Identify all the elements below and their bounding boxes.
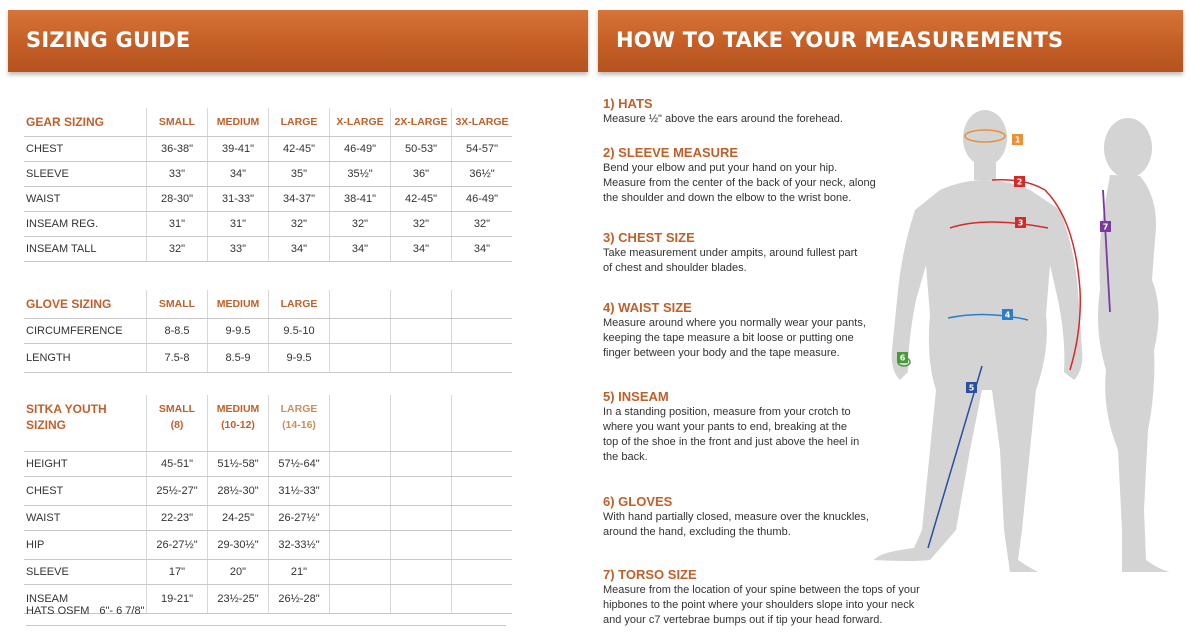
badge-label: 5 [968,383,975,393]
table-row [24,452,512,477]
table-cell: 46-49" [452,187,513,212]
table-cell: 36" [391,162,452,187]
table-cell: 31" [147,212,208,237]
badge-label: 6 [899,353,906,363]
instruction-line: the shoulder and down the elbow to the wrist bone. [603,192,852,204]
empty-cell [391,395,452,452]
badge-label: 4 [1004,310,1011,320]
glove-sizing-heading: GLOVE SIZING [24,290,147,319]
badge-inseam [966,382,977,393]
front-body-illustration [874,110,1082,572]
table-cell: 33" [147,162,208,187]
gear-sizing-table [24,108,512,262]
instruction-line: where you want your pants to end, breaking at the [603,421,847,433]
instruction-line: hipbones to the point where your shoulders slope into your neck [603,599,915,611]
table-cell: 9-9.5 [208,319,269,344]
instruction-title: 1) HATS [603,96,653,111]
table-cell: 24-25" [208,506,269,531]
instruction-line: Measure from the location of your spine between the tops of your [603,584,920,596]
empty-cell [330,477,391,506]
youth-sizing-table [24,395,512,614]
table-cell: 31½-33" [269,477,330,506]
empty-cell [452,506,513,531]
table-cell: 51½-58" [208,452,269,477]
table-cell: 32" [452,212,513,237]
table-cell: 34" [269,237,330,262]
table-cell: 50-53" [391,137,452,162]
hats-osfm-row [26,605,506,626]
empty-cell [452,290,513,319]
badge-gloves [897,352,908,363]
instruction-line: Bend your elbow and put your hand on your hip. [603,162,838,174]
badge-label: 7 [1102,222,1109,232]
table-cell: 42-45" [269,137,330,162]
heading-line: SITKA YOUTH [26,402,107,416]
empty-cell [391,319,452,344]
empty-cell [452,531,513,560]
badge-waist [1002,309,1013,320]
table-cell: 7.5-8 [147,344,208,373]
table-cell: 19-21" [147,585,208,614]
empty-cell [452,477,513,506]
glove-sizing-table [24,290,512,373]
instruction-line: and your c7 vertebrae bumps out if tip your head forward. [603,614,883,626]
table-row [24,137,512,162]
row-label: SLEEVE [24,560,147,585]
table-row [24,477,512,506]
table-cell: 21" [269,560,330,585]
badge-hats [1012,134,1023,145]
table-cell: 28½-30" [208,477,269,506]
table-cell: 31-33" [208,187,269,212]
column-header: LARGE [269,108,330,137]
empty-cell [391,452,452,477]
table-cell: 34" [452,237,513,262]
instruction-title: 4) WAIST SIZE [603,300,692,315]
column-header [269,395,330,452]
table-row [24,560,512,585]
column-header [147,395,208,452]
table-cell: 35½" [330,162,391,187]
instruction-line: Measure around where you normally wear your pants, [603,317,866,329]
heading-line: SIZING [26,418,67,432]
column-header: 2X-LARGE [391,108,452,137]
empty-cell [391,531,452,560]
table-cell: 9.5-10 [269,319,330,344]
table-cell: 28-30" [147,187,208,212]
table-cell: 34" [391,237,452,262]
table-row [24,531,512,560]
gear-sizing-heading: GEAR SIZING [24,108,147,137]
row-label: HEIGHT [24,452,147,477]
empty-cell [330,319,391,344]
side-body-illustration [1098,118,1170,572]
empty-cell [330,506,391,531]
badge-label: 2 [1016,177,1023,187]
empty-cell [391,506,452,531]
instruction-line: keeping the tape measure a bit loose or putting one [603,332,854,344]
table-cell: 38-41" [330,187,391,212]
row-label: INSEAM TALL [24,237,147,262]
table-cell: 23½-25" [208,585,269,614]
instruction-title: 7) TORSO SIZE [603,567,697,582]
column-header: SMALL [147,108,208,137]
table-cell: 32" [330,212,391,237]
empty-cell [452,344,513,373]
measurements-banner [598,10,1183,72]
column-header [208,395,269,452]
table-cell: 32" [391,212,452,237]
column-header: MEDIUM [208,108,269,137]
table-cell: 42-45" [391,187,452,212]
table-row [24,212,512,237]
badge-label: 1 [1014,135,1021,145]
column-header: X-LARGE [330,108,391,137]
row-label: INSEAM [24,585,147,614]
row-label: SLEEVE [24,162,147,187]
table-header-row [24,108,512,137]
empty-cell [330,452,391,477]
size-name: MEDIUM [216,403,260,415]
table-cell: 33" [208,237,269,262]
youth-sizing-heading [24,395,147,452]
column-header: SMALL [147,290,208,319]
instruction-title: 5) INSEAM [603,389,669,404]
hats-value: 6"- 6 7/8" [99,605,145,617]
size-range: (14-16) [282,419,316,431]
table-header-row [24,395,512,452]
table-cell: 54-57" [452,137,513,162]
empty-cell [391,344,452,373]
badge-chest [1015,217,1026,228]
instruction-line: around the hand, excluding the thumb. [603,526,791,538]
measurement-figure [860,90,1180,590]
row-label: WAIST [24,187,147,212]
row-label: HIP [24,531,147,560]
instruction-line: Take measurement under ampits, around fullest part [603,247,858,259]
instruction-line: With hand partially closed, measure over the knuckles, [603,511,869,523]
empty-cell [391,290,452,319]
instruction-title: 2) SLEEVE MEASURE [603,145,739,160]
empty-cell [330,531,391,560]
table-cell: 9-9.5 [269,344,330,373]
table-row [24,344,512,373]
sizing-guide-banner [8,10,588,72]
table-cell: 26½-28" [269,585,330,614]
size-range: (10-12) [221,419,255,431]
table-cell: 34-37" [269,187,330,212]
sizing-guide-title: SIZING GUIDE [26,28,191,52]
badge-torso [1100,221,1111,232]
badge-sleeve [1014,176,1025,187]
instruction-title: 6) GLOVES [603,494,673,509]
table-cell: 25½-27" [147,477,208,506]
hats-label: HATS OSFM [26,605,90,617]
instruction-title: 3) CHEST SIZE [603,230,695,245]
table-cell: 35" [269,162,330,187]
column-header: LARGE [269,290,330,319]
table-cell: 17" [147,560,208,585]
table-cell: 29-30½" [208,531,269,560]
row-label: LENGTH [24,344,147,373]
row-label: CHEST [24,137,147,162]
size-name: SMALL [158,403,196,415]
instruction-line: Measure from the center of the back of your neck, along [603,177,876,189]
instruction-line: the back. [603,451,648,463]
table-cell: 34" [208,162,269,187]
table-cell: 32" [147,237,208,262]
table-cell: 20" [208,560,269,585]
instruction-line: In a standing position, measure from your crotch to [603,406,851,418]
table-cell: 34" [330,237,391,262]
table-row [24,319,512,344]
size-range: (8) [170,419,184,431]
column-header: 3X-LARGE [452,108,513,137]
table-cell: 39-41" [208,137,269,162]
empty-cell [452,395,513,452]
table-cell: 31" [208,212,269,237]
table-cell: 22-23" [147,506,208,531]
table-cell: 32-33½" [269,531,330,560]
empty-cell [391,560,452,585]
table-cell: 45-51" [147,452,208,477]
empty-cell [330,290,391,319]
row-label: INSEAM REG. [24,212,147,237]
table-cell: 36½" [452,162,513,187]
table-header-row [24,290,512,319]
empty-cell [391,477,452,506]
table-cell: 26-27½" [147,531,208,560]
table-cell: 46-49" [330,137,391,162]
empty-cell [452,452,513,477]
table-row [24,237,512,262]
measurements-title: HOW TO TAKE YOUR MEASUREMENTS [616,28,1064,52]
table-row [24,187,512,212]
empty-cell [452,319,513,344]
table-cell: 57½-64" [269,452,330,477]
table-row [24,162,512,187]
instruction-line: top of the shoe in the front and just above the heel in [603,436,860,448]
table-cell: 32" [269,212,330,237]
instruction-line: Measure ½" above the ears around the forehead. [603,113,843,125]
empty-cell [330,344,391,373]
size-name: LARGE [280,403,318,415]
instruction-line: finger between your body and the tape measure. [603,347,840,359]
row-label: CIRCUMFERENCE [24,319,147,344]
instruction-line: of chest and shoulder blades. [603,262,747,274]
table-cell: 26-27½" [269,506,330,531]
table-cell: 8-8.5 [147,319,208,344]
empty-cell [330,560,391,585]
column-header: MEDIUM [208,290,269,319]
row-label: WAIST [24,506,147,531]
empty-cell [452,560,513,585]
badge-label: 3 [1017,218,1024,228]
table-row [24,506,512,531]
row-label: CHEST [24,477,147,506]
table-cell: 8.5-9 [208,344,269,373]
empty-cell [330,395,391,452]
table-cell: 36-38" [147,137,208,162]
